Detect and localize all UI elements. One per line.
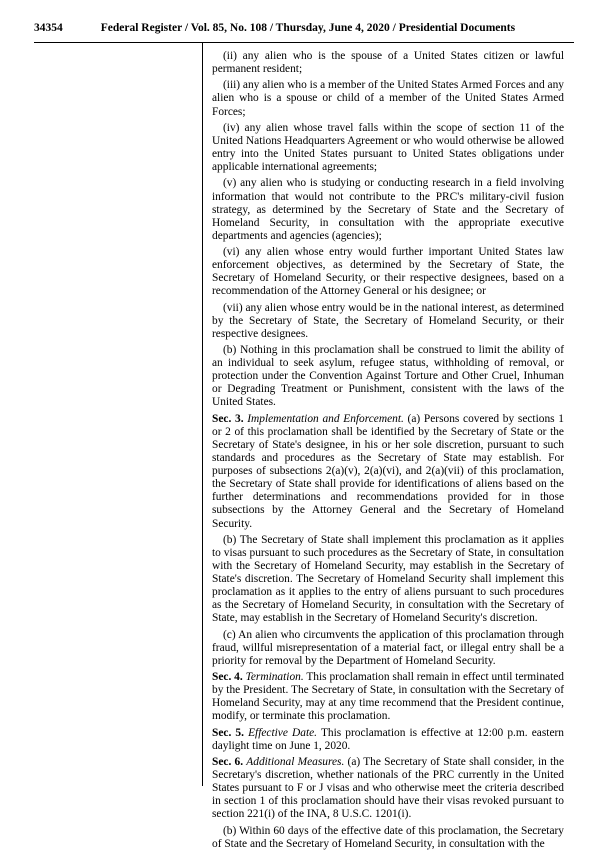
section-3-text: (a) Persons covered by sections 1 or 2 of this proclamation shall be identified by the Secretary of State or the Secretary of State's designee, in his or her sole discretion, pursuant to such standards and procedures as the Secretary of State may establish. For purposes of subsections 2(a)(v), 2(a)(vi), and 2(a)(vii) of this proclamation, the Secretary of State shall provide for identifications of aliens based on the further determinations and recommendations provided for in those subsections by the Attorney General and the Secretary of Homeland Security. xyxy=(212,412,564,530)
section-3-heading: Implementation and Enforcement. xyxy=(247,412,404,425)
paragraph-b-nothing: (b) Nothing in this proclamation shall be construed to limit the ability of an individual to seek asylum, refugee status, withholding of removal, or protection under the Convention Against Torture and Other Cruel, Inhuman or Degrading Treatment or Punishment, consistent with the laws of the United States. xyxy=(212,344,564,409)
section-6-heading: Additional Measures. xyxy=(246,756,345,769)
paragraph-iii: (iii) any alien who is a member of the United States Armed Forces and any alien who is a spouse or child of a member of the United States Armed Forces; xyxy=(212,79,564,118)
running-head-title: Federal Register / Vol. 85, No. 108 / Thursday, June 4, 2020 / Presidential Documents xyxy=(100,22,516,34)
body-column xyxy=(212,50,564,851)
section-5-heading: Effective Date. xyxy=(248,726,318,739)
section-3-b: (b) The Secretary of State shall implement this proclamation as it applies to visas pursuant to such procedures as the Secretary of State, in consultation with the Secretary of Homeland Security, may establish in the Secretary of State's discretion. The Secretary of Homeland Security shall implement this proclamation as it applies to the entry of aliens pursuant to such procedures as the Secretary of Homeland Security, in consultation with the Secretary of State, may establish in the Secretary of Homeland Security's discretion. xyxy=(212,533,564,625)
page-header xyxy=(34,22,574,42)
section-5-text: This proclamation is effective at 12:00 p.m. eastern daylight time on June 1, 2020. xyxy=(212,726,564,752)
section-3-number: Sec. 3. xyxy=(212,412,244,425)
section-6-text: (a) The Secretary of State shall consider, in the Secretary's discretion, whether nationals of the PRC currently in the United States pursuant to F or J visas and who otherwise meet the criteria described in section 1 of this proclamation should have their visas revoked pursuant to section 221(i) of the INA, 8 U.S.C. 1201(i). xyxy=(212,756,565,821)
section-6-number: Sec. 6. xyxy=(212,756,244,769)
page-number: 34354 xyxy=(34,22,63,34)
section-4-number: Sec. 4. xyxy=(212,671,243,684)
section-4-text: This proclamation shall remain in effect until terminated by the President. The Secretary of State, in consultation with the Secretary of Homeland Security, may at any time recommend that the President continue, modify, or terminate this proclamation. xyxy=(212,671,564,723)
section-5-number: Sec. 5. xyxy=(212,726,244,739)
section-5 xyxy=(212,727,564,753)
section-6 xyxy=(212,756,564,821)
section-6-b: (b) Within 60 days of the effective date of this proclamation, the Secretary of State and the Secretary of Homeland Security, in consultation with the xyxy=(212,824,564,850)
paragraph-ii: (ii) any alien who is the spouse of a United States citizen or lawful permanent resident; xyxy=(212,50,564,76)
section-4 xyxy=(212,671,564,723)
section-3 xyxy=(212,413,564,531)
section-4-heading: Termination. xyxy=(245,671,304,684)
paragraph-vi: (vi) any alien whose entry would further important United States law enforcement objectives, as determined by the Secretary of State, the Secretary of Homeland Security, or their respective designees, based on a recommendation of the Attorney General or his designee; or xyxy=(212,246,564,298)
section-3-c: (c) An alien who circumvents the application of this proclamation through fraud, willful misrepresentation of a material fact, or illegal entry shall be a priority for removal by the Department of Homeland Security. xyxy=(212,628,564,667)
header-divider xyxy=(34,42,574,43)
column-divider xyxy=(202,42,203,786)
paragraph-vii: (vii) any alien whose entry would be in the national interest, as determined by the Secretary of State, the Secretary of Homeland Security, or their respective designees. xyxy=(212,301,564,340)
paragraph-v: (v) any alien who is studying or conducting research in a field involving information that would not contribute to the PRC's military-civil fusion strategy, as determined by the Secretary of State and the Secretary of Homeland Security, in consultation with the appropriate executive departments and agencies (agencies); xyxy=(212,177,564,242)
paragraph-iv: (iv) any alien whose travel falls within the scope of section 11 of the United Nations Headquarters Agreement or who would otherwise be allowed entry into the United States pursuant to United States obligations under applicable international agreements; xyxy=(212,121,564,174)
